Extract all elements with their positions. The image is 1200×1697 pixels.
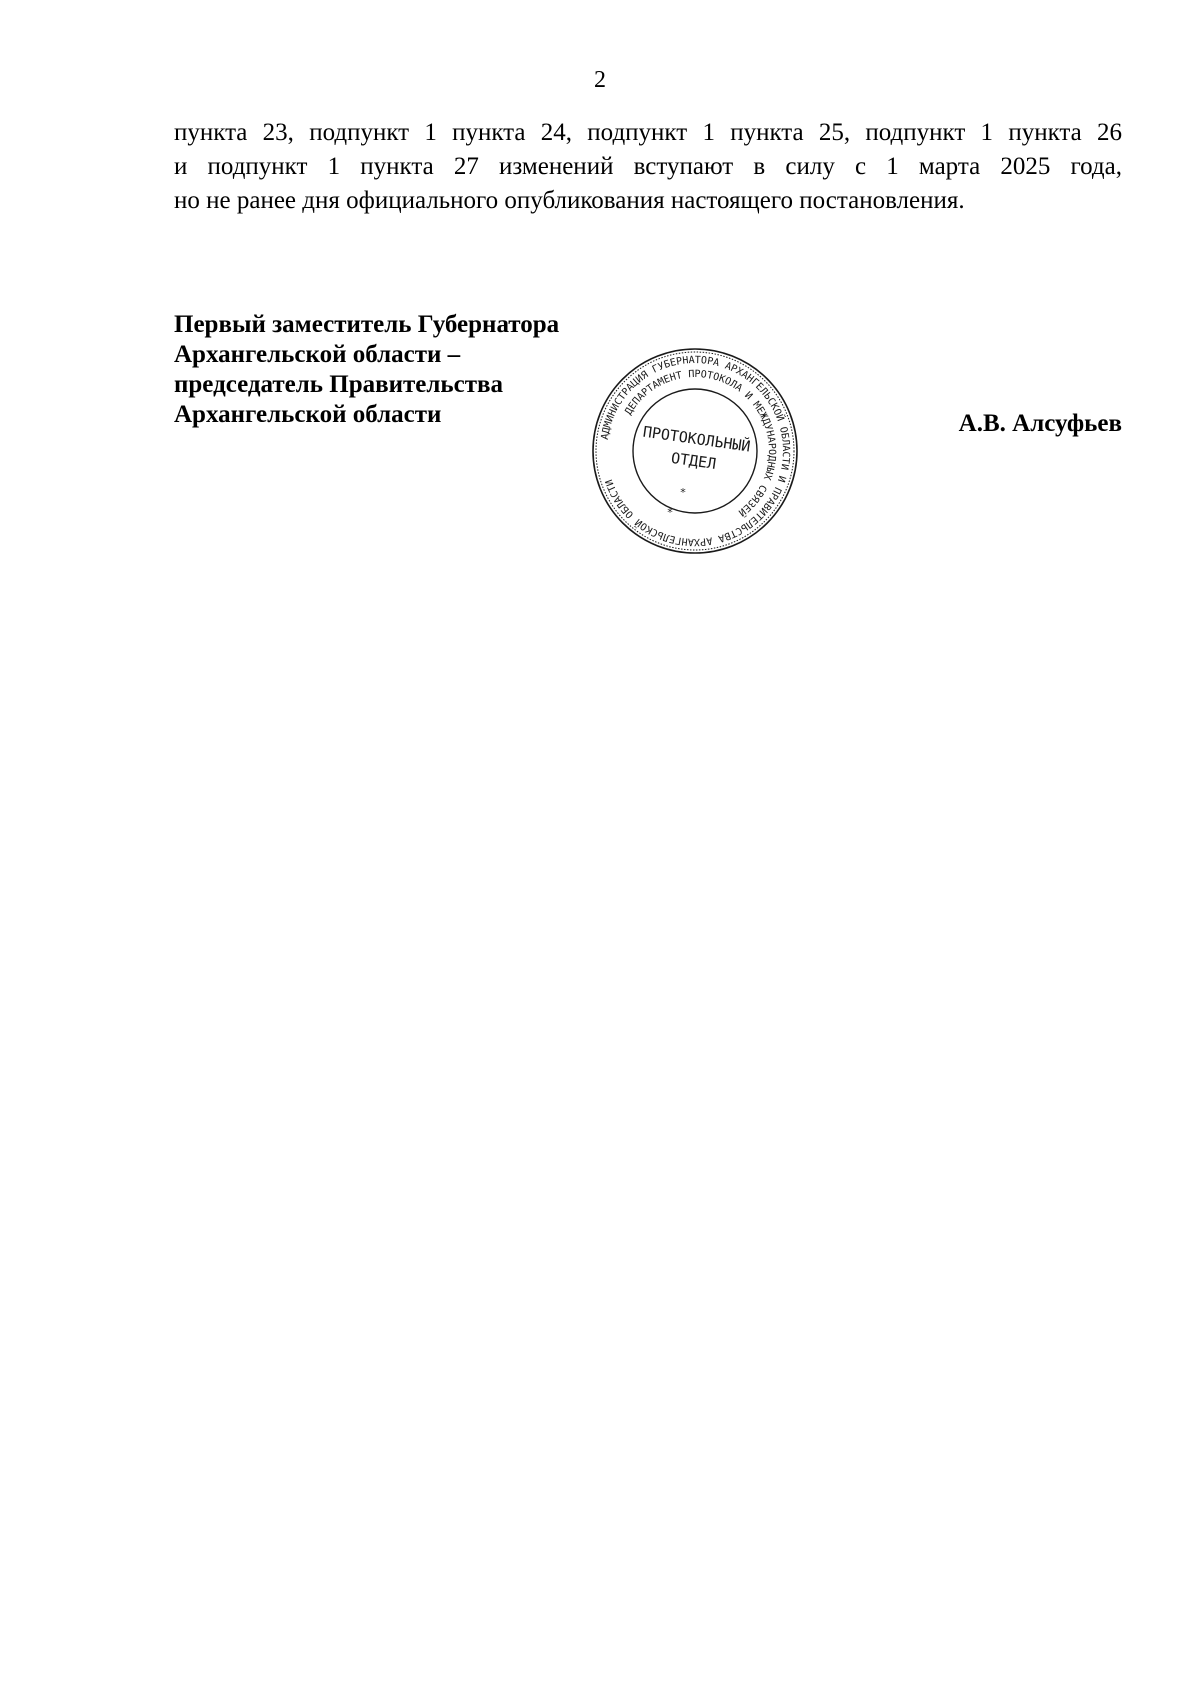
position-line: Архангельской области –: [174, 341, 461, 368]
page-number: 2: [594, 67, 606, 93]
position-line: председатель Правительства: [174, 371, 504, 398]
position-line: Первый заместитель Губернатора: [174, 311, 560, 338]
body-line: пункта 23, подпункт 1 пункта 24, подпункт 1 пункта 25, подпункт 1 пункта 26: [174, 119, 1122, 146]
stamp-inner-text: ДЕПАРТАМЕНТ ПРОТОКОЛА И МЕЖДУНАРОДНЫХ СВЯЗЕЙ: [623, 368, 778, 518]
position-line: Архангельской области: [174, 401, 442, 428]
official-stamp: [588, 344, 802, 558]
stamp-outer-text: АДМИНИСТРАЦИЯ ГУБЕРНАТОРА АРХАНГЕЛЬСКОЙ ОБЛАСТИ И ПРАВИТЕЛЬСТВА АРХАНГЕЛЬСКОЙ ОБЛАСТИ: [599, 354, 792, 548]
signatory-position: [174, 310, 559, 430]
stamp-center-line: ПРОТОКОЛЬНЫЙ: [641, 422, 752, 456]
signatory-name: А.В. Алсуфьев: [958, 410, 1122, 437]
stamp-star-icon: *: [680, 486, 686, 499]
body-line: но не ранее дня официального опубликования настоящего постановления.: [174, 187, 965, 214]
stamp-star-icon: *: [667, 506, 673, 519]
body-line: и подпункт 1 пункта 27 изменений вступают в силу с 1 марта 2025 года,: [174, 153, 1122, 180]
stamp-center-line: ОТДЕЛ: [669, 448, 718, 473]
body-paragraph: [174, 116, 1122, 218]
